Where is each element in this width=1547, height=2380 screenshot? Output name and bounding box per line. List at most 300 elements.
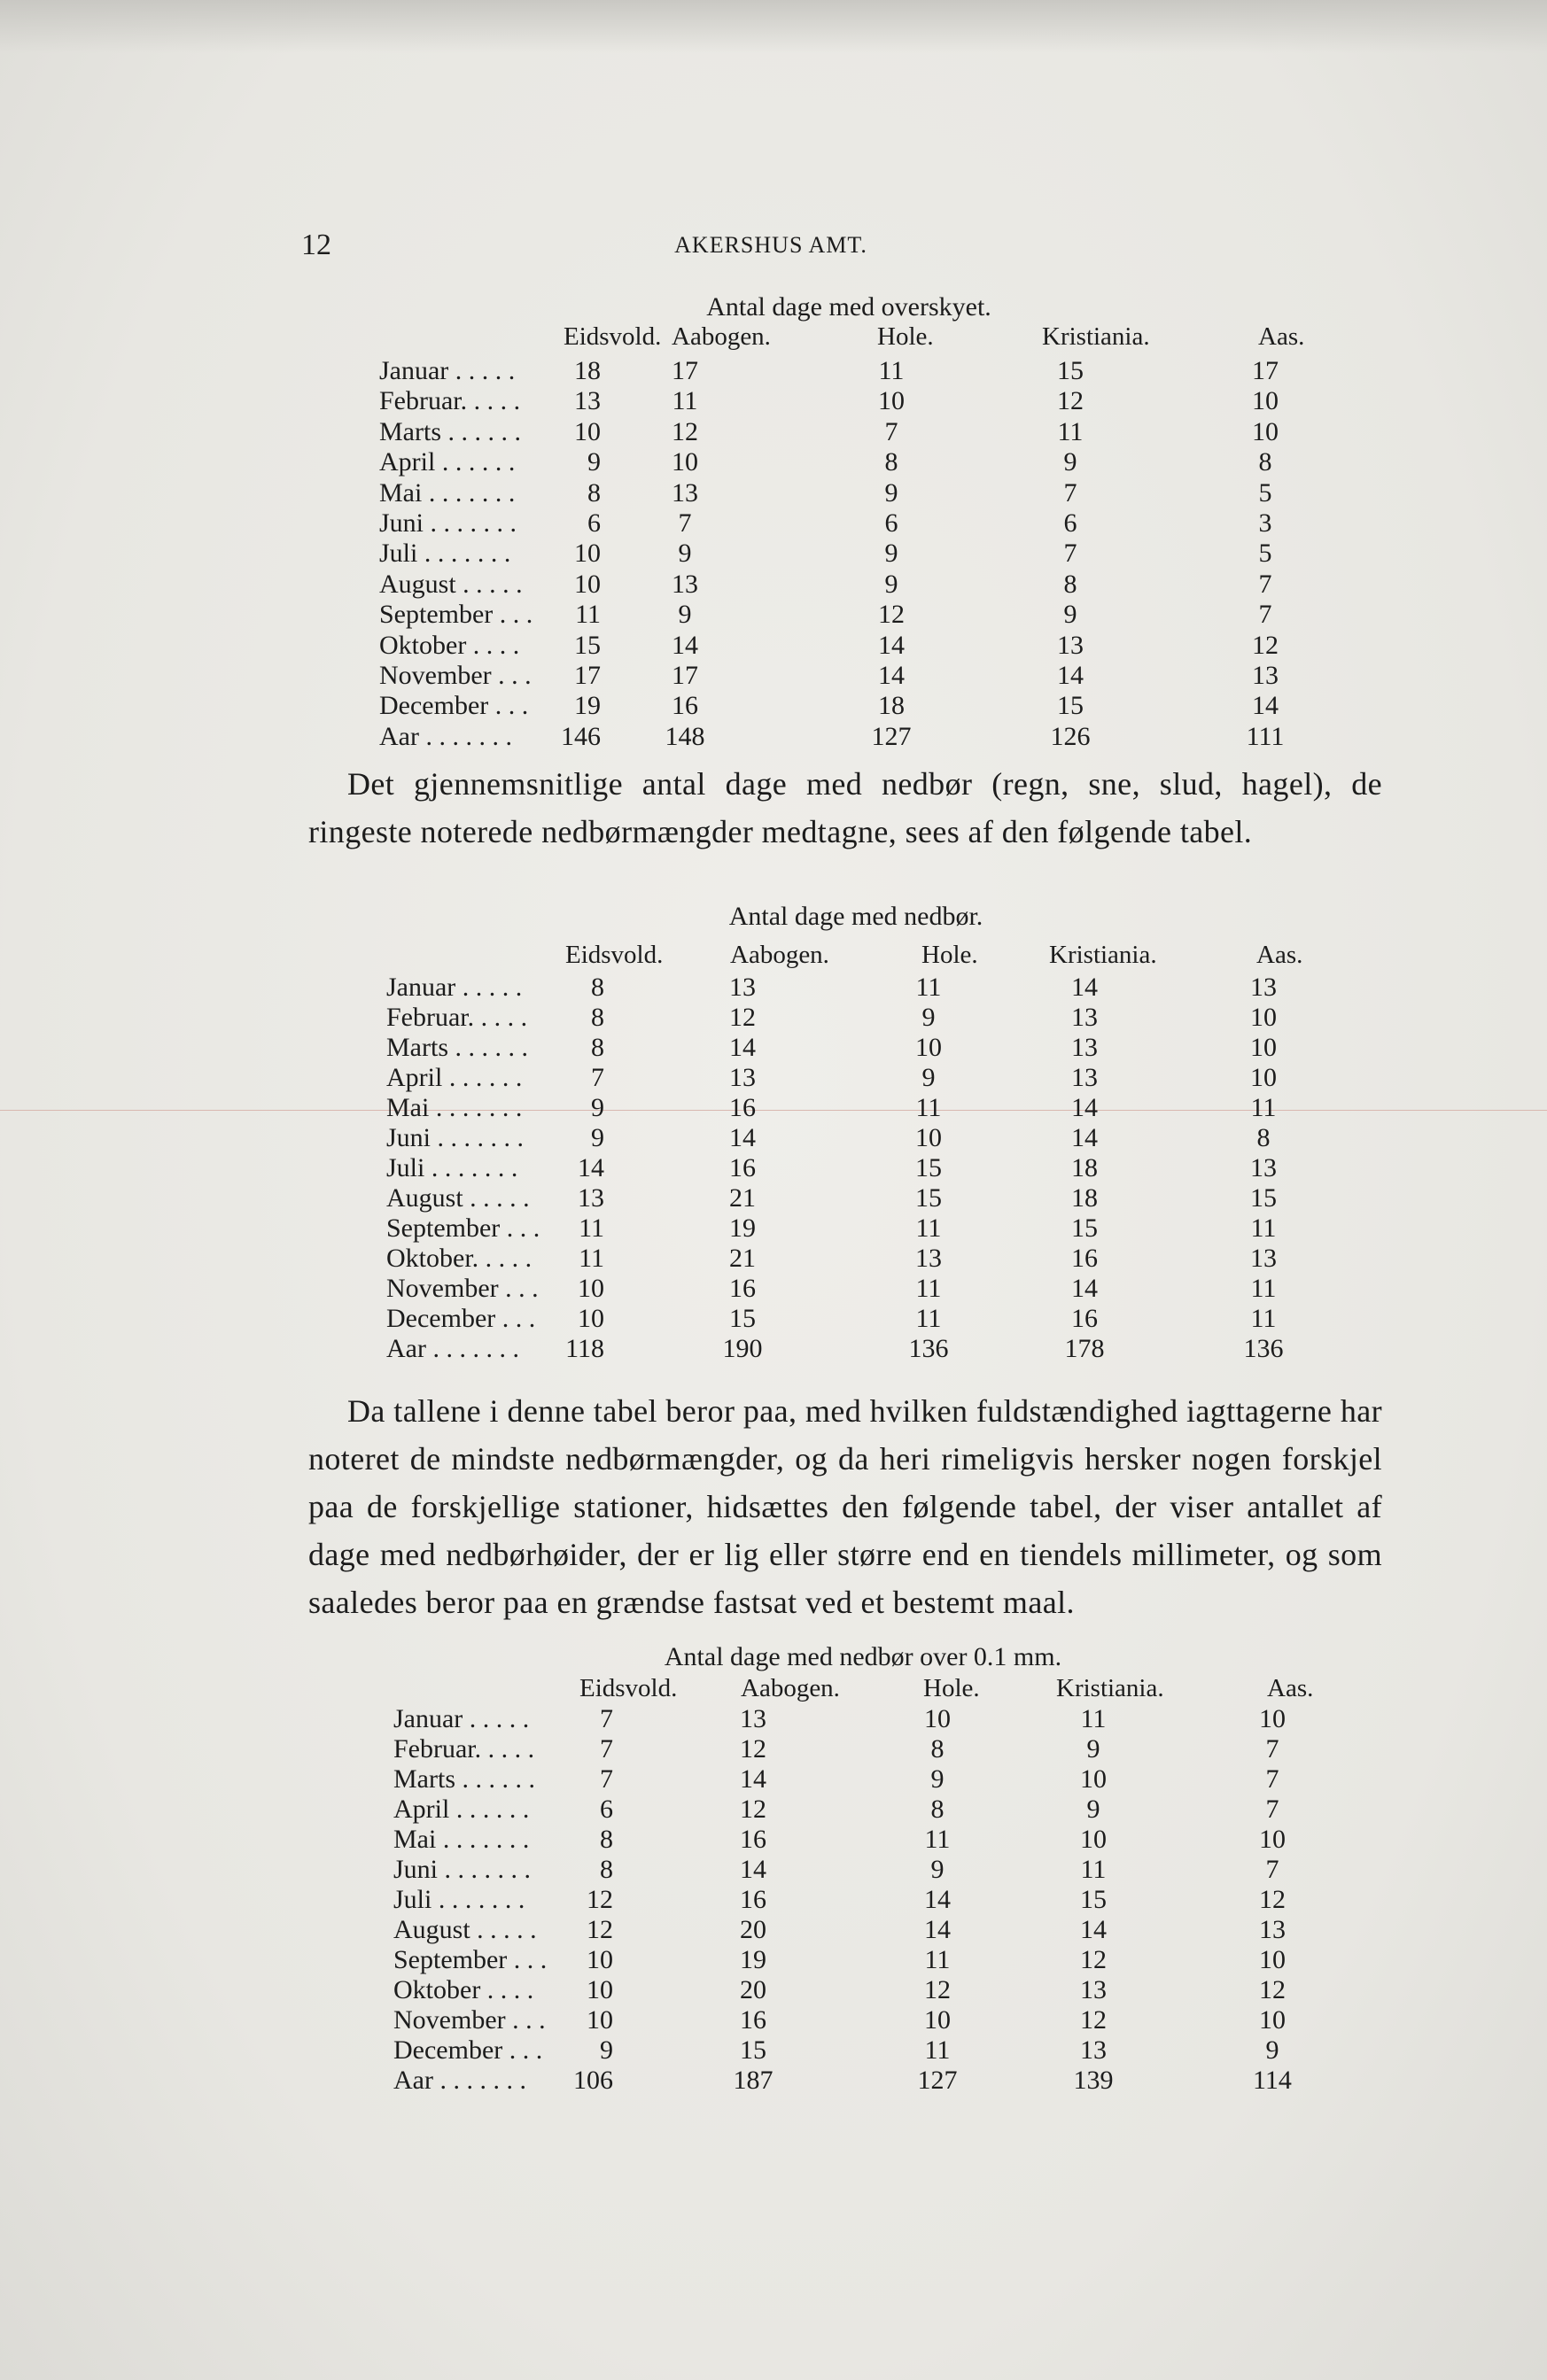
cell-value-aabogen: 16 (740, 1825, 766, 1854)
cell-value-aas: 7 (1265, 1764, 1279, 1794)
cell-value-eidsvold: 118 (565, 1334, 604, 1363)
cell-value-hole: 136 (908, 1334, 949, 1363)
cell-value-eidsvold: 14 (578, 1153, 604, 1182)
row-month-label: Januar . . . . . (393, 1704, 530, 1733)
cell-value-hole: 9 (930, 1764, 945, 1794)
cell-value-eidsvold: 106 (573, 2066, 613, 2095)
cell-value-eidsvold: 15 (574, 630, 601, 660)
table-title: Antal dage med overskyet. (706, 292, 991, 322)
table-row (393, 2005, 1333, 2035)
cell-value-hole: 11 (878, 356, 905, 385)
cell-value-hole: 9 (884, 539, 898, 569)
cell-value-kristiania: 11 (1080, 1704, 1107, 1733)
cell-value-kristiania: 126 (1050, 721, 1091, 751)
cell-value-aabogen: 12 (740, 1795, 766, 1824)
cell-value-hole: 127 (917, 2066, 958, 2095)
cell-value-kristiania: 12 (1080, 2005, 1107, 2035)
table-row (379, 447, 1318, 477)
cell-value-kristiania: 8 (1063, 569, 1077, 599)
col-head-hole: Hole. (921, 941, 978, 969)
cell-value-aabogen: 16 (672, 691, 698, 721)
cell-value-aabogen: 11 (672, 386, 698, 416)
row-month-label: Mai . . . . . . . (379, 477, 516, 508)
cell-value-aabogen: 13 (740, 1704, 766, 1733)
cell-value-kristiania: 14 (1057, 661, 1084, 690)
cell-value-kristiania: 16 (1071, 1304, 1098, 1333)
cell-value-kristiania: 10 (1080, 1825, 1107, 1854)
cell-value-aas: 14 (1252, 691, 1279, 721)
cell-value-kristiania: 13 (1057, 630, 1084, 660)
cell-value-hole: 8 (930, 1734, 945, 1764)
page-number: 12 (301, 229, 331, 261)
cell-value-aabogen: 14 (740, 1764, 766, 1794)
table-row (379, 508, 1318, 539)
cell-value-aas: 5 (1258, 477, 1272, 508)
cell-value-eidsvold: 7 (600, 1764, 613, 1794)
cell-value-eidsvold: 10 (587, 1945, 613, 1974)
cell-value-eidsvold: 11 (575, 600, 601, 630)
row-month-label: November . . . (386, 1274, 539, 1303)
cell-value-hole: 12 (924, 1975, 951, 2004)
table-row (393, 1855, 1333, 1885)
cell-value-eidsvold: 6 (600, 1795, 613, 1824)
cell-value-aas: 10 (1250, 1033, 1277, 1062)
cell-value-kristiania: 9 (1086, 1795, 1100, 1824)
cell-value-eidsvold: 9 (600, 2035, 613, 2065)
table-row (393, 1704, 1333, 1734)
cell-value-aabogen: 16 (729, 1153, 756, 1182)
cell-value-aas: 15 (1250, 1183, 1277, 1213)
cell-value-kristiania: 16 (1071, 1244, 1098, 1273)
cell-value-kristiania: 10 (1080, 1764, 1107, 1794)
cell-value-aas: 10 (1252, 416, 1279, 446)
cell-value-hole: 11 (915, 1093, 942, 1122)
cell-value-aabogen: 16 (740, 1885, 766, 1914)
cell-value-hole: 9 (884, 477, 898, 508)
cell-value-aabogen: 13 (729, 1063, 756, 1092)
cell-value-hole: 11 (924, 2035, 951, 2065)
cell-value-hole: 14 (924, 1915, 951, 1944)
cell-value-aas: 7 (1265, 1795, 1279, 1824)
cell-value-eidsvold: 10 (574, 539, 601, 569)
cell-value-aabogen: 190 (722, 1334, 763, 1363)
table-precipitation-days (386, 902, 1325, 1380)
cell-value-aabogen: 13 (672, 477, 698, 508)
row-month-label: Marts . . . . . . (386, 1033, 528, 1062)
cell-value-kristiania: 11 (1057, 416, 1084, 446)
row-month-label: August . . . . . (379, 569, 523, 599)
cell-value-aas: 13 (1259, 1915, 1286, 1944)
cell-value-hole: 8 (930, 1795, 945, 1824)
cell-value-aabogen: 10 (672, 447, 698, 477)
cell-value-kristiania: 9 (1063, 447, 1077, 477)
cell-value-eidsvold: 7 (600, 1704, 613, 1733)
cell-value-aabogen: 13 (729, 973, 756, 1002)
cell-value-aas: 13 (1252, 661, 1279, 690)
cell-value-aas: 5 (1258, 539, 1272, 569)
table-row (386, 1123, 1325, 1153)
cell-value-hole: 14 (878, 661, 905, 690)
table-row (386, 1304, 1325, 1334)
cell-value-eidsvold: 8 (587, 477, 601, 508)
cell-value-eidsvold: 6 (587, 508, 601, 538)
cell-value-hole: 10 (915, 1033, 942, 1062)
cell-value-aabogen: 15 (729, 1304, 756, 1333)
cell-value-eidsvold: 10 (574, 569, 601, 599)
cell-value-eidsvold: 17 (574, 661, 601, 690)
table-row (379, 631, 1318, 661)
cell-value-kristiania: 178 (1064, 1334, 1105, 1363)
cell-value-aabogen: 19 (729, 1213, 756, 1243)
row-month-label: Marts . . . . . . (379, 416, 521, 446)
cell-value-eidsvold: 10 (578, 1304, 604, 1333)
paragraph-2: Da tallene i denne tabel beror paa, med hvilken fuldstændighed iagttagerne har noteret de mindste nedbørmængder, og da heri rimeligvis hersker nogen forskjel paa de forskjellige stationer, hidsættes den følgende tabel, der viser antallet af dage med nedbørhøider, der er lig eller større end en tiendels millimeter, og som saaledes beror paa en grændse fastsat ved et bestemt maal. (308, 1393, 1382, 1620)
row-month-label: December . . . (386, 1304, 536, 1333)
table-row (379, 661, 1318, 691)
cell-value-aabogen: 15 (740, 2035, 766, 2065)
cell-value-aas: 11 (1250, 1304, 1277, 1333)
cell-value-eidsvold: 8 (600, 1825, 613, 1854)
table-row (386, 1153, 1325, 1183)
cell-value-eidsvold: 18 (574, 356, 601, 385)
cell-value-aabogen: 17 (672, 356, 698, 385)
cell-value-aabogen: 187 (733, 2066, 774, 2095)
cell-value-eidsvold: 19 (574, 691, 601, 721)
cell-value-kristiania: 7 (1063, 539, 1077, 569)
cell-value-kristiania: 13 (1080, 2035, 1107, 2065)
table-row (393, 2066, 1333, 2096)
cell-value-eidsvold: 10 (574, 416, 601, 446)
scan-edge-shadow (0, 0, 1547, 53)
row-month-label: December . . . (379, 691, 529, 721)
cell-value-hole: 11 (924, 1945, 951, 1974)
cell-value-kristiania: 14 (1071, 1274, 1098, 1303)
cell-value-kristiania: 12 (1057, 386, 1084, 416)
cell-value-aabogen: 12 (672, 416, 698, 446)
row-month-label: Juni . . . . . . . (393, 1855, 532, 1884)
table-row (379, 539, 1318, 569)
row-month-label: Marts . . . . . . (393, 1764, 535, 1794)
cell-value-eidsvold: 11 (579, 1213, 604, 1243)
cell-value-aabogen: 16 (729, 1093, 756, 1122)
table-title: Antal dage med nedbør. (728, 902, 983, 931)
cell-value-eidsvold: 10 (587, 2005, 613, 2035)
row-month-label: August . . . . . (393, 1915, 537, 1944)
table-row (393, 1795, 1333, 1825)
cell-value-kristiania: 15 (1080, 1885, 1107, 1914)
cell-value-aas: 9 (1265, 2035, 1279, 2065)
cell-value-kristiania: 13 (1071, 1063, 1098, 1092)
cell-value-aabogen: 14 (740, 1855, 766, 1884)
cell-value-eidsvold: 12 (587, 1885, 613, 1914)
cell-value-hole: 6 (884, 508, 898, 538)
table-row (393, 1915, 1333, 1945)
table-row (379, 691, 1318, 721)
col-head-hole: Hole. (923, 1674, 980, 1702)
table-row (386, 1244, 1325, 1274)
col-head-kristiania: Kristiania. (1042, 322, 1150, 351)
cell-value-eidsvold: 8 (600, 1855, 613, 1884)
cell-value-aas: 12 (1252, 630, 1279, 660)
table-row (379, 722, 1318, 752)
cell-value-kristiania: 15 (1071, 1213, 1098, 1243)
cell-value-aas: 11 (1250, 1274, 1277, 1303)
cell-value-aabogen: 14 (729, 1123, 756, 1152)
cell-value-aabogen: 20 (740, 1975, 766, 2004)
row-month-label: August . . . . . (386, 1183, 530, 1213)
cell-value-aabogen: 14 (729, 1033, 756, 1062)
cell-value-aas: 13 (1250, 973, 1277, 1002)
cell-value-kristiania: 13 (1071, 1033, 1098, 1062)
cell-value-aabogen: 9 (678, 539, 692, 569)
cell-value-hole: 11 (915, 1274, 942, 1303)
row-month-label: Juni . . . . . . . (386, 1123, 525, 1152)
cell-value-hole: 127 (871, 721, 912, 751)
col-head-aas: Aas. (1256, 941, 1303, 969)
cell-value-aas: 10 (1259, 1945, 1286, 1974)
cell-value-hole: 13 (915, 1244, 942, 1273)
table-row (379, 417, 1318, 447)
cell-value-aas: 10 (1250, 1003, 1277, 1032)
cell-value-hole: 15 (915, 1183, 942, 1213)
cell-value-eidsvold: 9 (587, 447, 601, 477)
table-row (386, 1183, 1325, 1213)
cell-value-eidsvold: 8 (591, 973, 604, 1002)
row-month-label: December . . . (393, 2035, 543, 2065)
cell-value-kristiania: 9 (1086, 1734, 1100, 1764)
cell-value-aas: 8 (1258, 447, 1272, 477)
cell-value-kristiania: 13 (1080, 1975, 1107, 2004)
cell-value-aas: 136 (1243, 1334, 1284, 1363)
table-row (386, 1213, 1325, 1244)
row-month-label: Aar . . . . . . . (379, 721, 512, 751)
row-month-label: Januar . . . . . (386, 973, 523, 1002)
cell-value-aas: 11 (1250, 1213, 1277, 1243)
cell-value-hole: 9 (921, 1063, 936, 1092)
cell-value-aas: 13 (1250, 1153, 1277, 1182)
row-month-label: Januar . . . . . (379, 356, 516, 385)
row-month-label: Juni . . . . . . . (379, 508, 517, 538)
col-head-kristiania: Kristiania. (1049, 941, 1157, 969)
cell-value-hole: 10 (878, 386, 905, 416)
table-precipitation-over-0-1mm (393, 1642, 1333, 2120)
row-month-label: Oktober . . . . (379, 630, 520, 660)
row-month-label: Juli . . . . . . . (393, 1885, 525, 1914)
col-head-kristiania: Kristiania. (1056, 1674, 1164, 1702)
cell-value-aas: 10 (1259, 1704, 1286, 1733)
cell-value-aas: 10 (1252, 386, 1279, 416)
cell-value-hole: 11 (924, 1825, 951, 1854)
cell-value-kristiania: 15 (1057, 691, 1084, 721)
cell-value-eidsvold: 8 (591, 1033, 604, 1062)
cell-value-aabogen: 12 (729, 1003, 756, 1032)
cell-value-hole: 18 (878, 691, 905, 721)
cell-value-eidsvold: 9 (591, 1123, 604, 1152)
cell-value-aabogen: 21 (729, 1183, 756, 1213)
cell-value-aas: 7 (1265, 1734, 1279, 1764)
cell-value-aas: 111 (1246, 721, 1285, 751)
table-row (379, 356, 1318, 386)
row-month-label: September . . . (386, 1213, 540, 1243)
table-row (379, 478, 1318, 508)
row-month-label: September . . . (379, 600, 533, 630)
row-month-label: Februar. . . . . (393, 1734, 535, 1764)
cell-value-kristiania: 139 (1073, 2066, 1114, 2095)
cell-value-eidsvold: 10 (578, 1274, 604, 1303)
table-row (386, 973, 1325, 1003)
col-head-hole: Hole. (877, 322, 934, 351)
table-row (386, 1093, 1325, 1123)
cell-value-aas: 11 (1250, 1093, 1277, 1122)
cell-value-aas: 17 (1252, 356, 1279, 385)
cell-value-aabogen: 148 (665, 721, 705, 751)
cell-value-eidsvold: 13 (574, 386, 601, 416)
cell-value-aas: 10 (1259, 2005, 1286, 2035)
cell-value-aas: 7 (1258, 600, 1272, 630)
cell-value-aas: 7 (1265, 1855, 1279, 1884)
table-row (379, 600, 1318, 630)
table-row (386, 1334, 1325, 1364)
col-head-eidsvold: Eidsvold. (579, 1674, 678, 1702)
row-month-label: November . . . (379, 661, 532, 690)
cell-value-aabogen: 17 (672, 661, 698, 690)
table-row (379, 386, 1318, 416)
cell-value-hole: 10 (924, 1704, 951, 1733)
cell-value-hole: 15 (915, 1153, 942, 1182)
cell-value-kristiania: 14 (1071, 973, 1098, 1002)
cell-value-aas: 114 (1253, 2066, 1292, 2095)
cell-value-hole: 14 (924, 1885, 951, 1914)
row-month-label: Mai . . . . . . . (393, 1825, 530, 1854)
cell-value-eidsvold: 7 (600, 1734, 613, 1764)
cell-value-hole: 9 (930, 1855, 945, 1884)
paragraph-1: Det gjennemsnitlige antal dage med nedbør (regn, sne, slud, hagel), de ringeste noterede nedbørmængder medtagne, sees af den følgende tabel. (308, 766, 1382, 849)
cell-value-aas: 8 (1256, 1123, 1271, 1152)
table-row (386, 1033, 1325, 1063)
cell-value-aas: 12 (1259, 1885, 1286, 1914)
col-head-eidsvold: Eidsvold. (565, 941, 664, 969)
table-row (379, 570, 1318, 600)
cell-value-hole: 11 (915, 1213, 942, 1243)
row-month-label: Mai . . . . . . . (386, 1093, 523, 1122)
cell-value-eidsvold: 7 (591, 1063, 604, 1092)
cell-value-eidsvold: 13 (578, 1183, 604, 1213)
row-month-label: Oktober . . . . (393, 1975, 534, 2004)
table-title: Antal dage med nedbør over 0.1 mm. (664, 1642, 1062, 1671)
table-overcast-days (379, 292, 1318, 753)
cell-value-kristiania: 18 (1071, 1183, 1098, 1213)
row-month-label: Februar. . . . . (386, 1003, 528, 1032)
row-month-label: Aar . . . . . . . (393, 2066, 526, 2095)
table-row (386, 1274, 1325, 1304)
table-row (393, 1734, 1333, 1764)
cell-value-kristiania: 12 (1080, 1945, 1107, 1974)
cell-value-hole: 10 (915, 1123, 942, 1152)
cell-value-hole: 8 (884, 447, 898, 477)
row-month-label: Juli . . . . . . . (386, 1153, 518, 1182)
row-month-label: November . . . (393, 2005, 546, 2035)
col-head-aas: Aas. (1258, 322, 1305, 351)
cell-value-aabogen: 20 (740, 1915, 766, 1944)
cell-value-aabogen: 9 (678, 600, 692, 630)
cell-value-aas: 12 (1259, 1975, 1286, 2004)
cell-value-eidsvold: 9 (591, 1093, 604, 1122)
page-header (301, 229, 1240, 264)
cell-value-kristiania: 14 (1071, 1093, 1098, 1122)
table-row (393, 1885, 1333, 1915)
col-head-aabogen: Aabogen. (741, 1674, 840, 1702)
table-row (393, 1945, 1333, 1975)
cell-value-hole: 9 (921, 1003, 936, 1032)
cell-value-aabogen: 21 (729, 1244, 756, 1273)
cell-value-eidsvold: 11 (579, 1244, 604, 1273)
col-head-aabogen: Aabogen. (730, 941, 829, 969)
row-month-label: Juli . . . . . . . (379, 539, 511, 569)
row-month-label: Oktober. . . . . (386, 1244, 533, 1273)
row-month-label: Februar. . . . . (379, 386, 521, 416)
row-month-label: April . . . . . . (393, 1795, 530, 1824)
cell-value-kristiania: 11 (1080, 1855, 1107, 1884)
cell-value-aabogen: 16 (740, 2005, 766, 2035)
cell-value-eidsvold: 10 (587, 1975, 613, 2004)
cell-value-aas: 3 (1258, 508, 1272, 538)
cell-value-kristiania: 9 (1063, 600, 1077, 630)
cell-value-eidsvold: 146 (561, 721, 601, 751)
row-month-label: September . . . (393, 1945, 548, 1974)
row-month-label: April . . . . . . (386, 1063, 523, 1092)
col-head-aabogen: Aabogen. (672, 322, 771, 351)
cell-value-kristiania: 15 (1057, 356, 1084, 385)
cell-value-aabogen: 13 (672, 569, 698, 599)
cell-value-hole: 10 (924, 2005, 951, 2035)
running-head: AKERSHUS AMT. (674, 232, 867, 258)
row-month-label: April . . . . . . (379, 447, 516, 477)
cell-value-kristiania: 7 (1063, 477, 1077, 508)
cell-value-kristiania: 14 (1080, 1915, 1107, 1944)
table-row (386, 1063, 1325, 1093)
cell-value-hole: 11 (915, 1304, 942, 1333)
cell-value-hole: 12 (878, 600, 905, 630)
cell-value-aabogen: 16 (729, 1274, 756, 1303)
cell-value-eidsvold: 12 (587, 1915, 613, 1944)
row-month-label: Aar . . . . . . . (386, 1334, 519, 1363)
cell-value-aabogen: 14 (672, 630, 698, 660)
cell-value-hole: 7 (884, 416, 898, 446)
cell-value-kristiania: 13 (1071, 1003, 1098, 1032)
cell-value-kristiania: 14 (1071, 1123, 1098, 1152)
cell-value-hole: 14 (878, 630, 905, 660)
table-row (393, 2035, 1333, 2066)
table-row (386, 1003, 1325, 1033)
table-row (393, 1764, 1333, 1795)
cell-value-kristiania: 18 (1071, 1153, 1098, 1182)
cell-value-aabogen: 7 (678, 508, 692, 538)
cell-value-aabogen: 12 (740, 1734, 766, 1764)
col-head-eidsvold: Eidsvold. (564, 322, 662, 351)
cell-value-hole: 9 (884, 569, 898, 599)
cell-value-hole: 11 (915, 973, 942, 1002)
col-head-aas: Aas. (1267, 1674, 1314, 1702)
cell-value-aas: 10 (1250, 1063, 1277, 1092)
cell-value-aas: 7 (1258, 569, 1272, 599)
cell-value-kristiania: 6 (1063, 508, 1077, 538)
table-row (393, 1975, 1333, 2005)
cell-value-eidsvold: 8 (591, 1003, 604, 1032)
cell-value-aas: 10 (1259, 1825, 1286, 1854)
table-row (393, 1825, 1333, 1855)
cell-value-aas: 13 (1250, 1244, 1277, 1273)
cell-value-aabogen: 19 (740, 1945, 766, 1974)
